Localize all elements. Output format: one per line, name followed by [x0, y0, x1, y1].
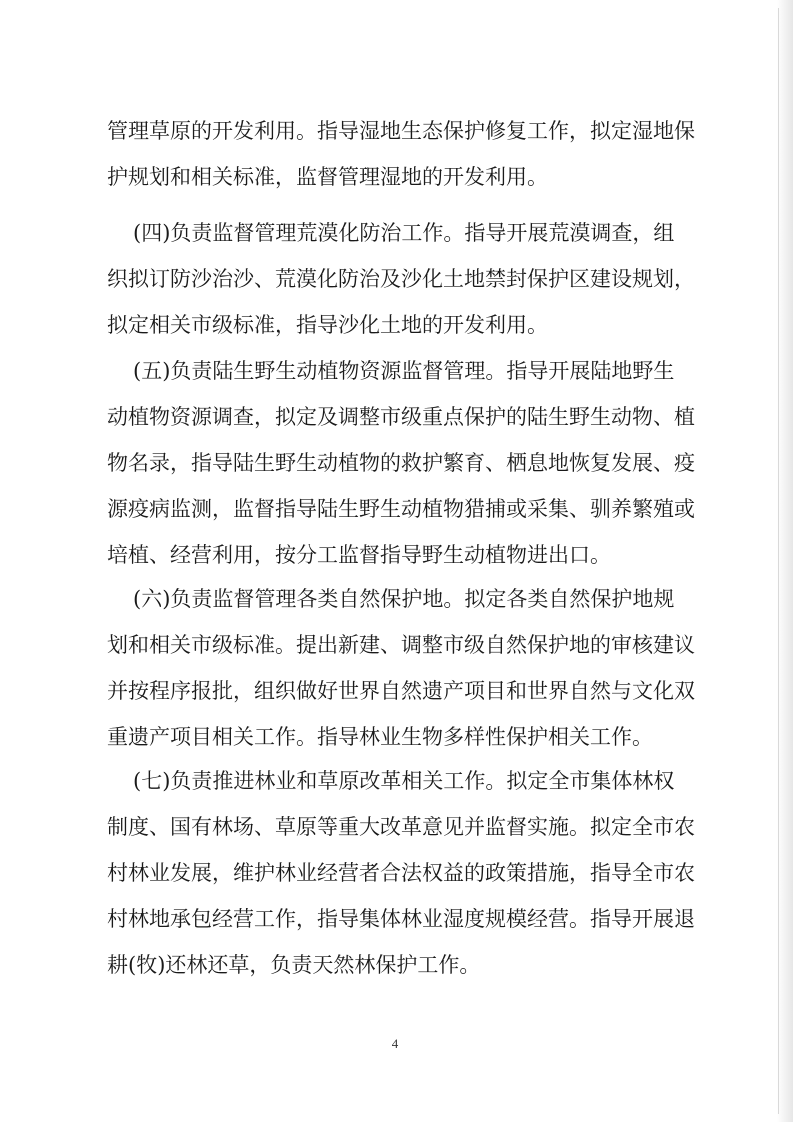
text-line: 制度、国有林场、草原等重大改革意见并监督实施。拟定全市农 [107, 815, 695, 839]
page-number: 4 [391, 1036, 399, 1051]
text-line: (六)负责监督管理各类自然保护地。拟定各类自然保护地规 [133, 587, 675, 611]
text-line: 划和相关市级标准。提出新建、调整市级自然保护地的审核建议 [107, 633, 695, 657]
text-line: 动植物资源调查，拟定及调整市级重点保护的陆生野生动物、植 [107, 405, 695, 429]
text-line: 织拟订防沙治沙、荒漠化防治及沙化土地禁封保护区建设规划， [107, 267, 695, 291]
text-line: 村林业发展，维护林业经营者合法权益的政策措施，指导全市农 [107, 861, 695, 885]
text-line: 管理草原的开发利用。指导湿地生态保护修复工作，拟定湿地保 [107, 119, 695, 143]
text-line: 村林地承包经营工作，指导集体林业湿度规模经营。指导开展退 [107, 907, 695, 931]
text-line: (七)负责推进林业和草原改革相关工作。拟定全市集体林权 [133, 769, 675, 793]
text-line: (四)负责监督管理荒漠化防治工作。指导开展荒漠调查，组 [133, 221, 675, 245]
text-line: 物名录，指导陆生野生动植物的救护繁育、栖息地恢复发展、疫 [107, 451, 695, 475]
scan-edge-shadow [777, 0, 793, 1122]
text-line: 并按程序报批，组织做好世界自然遗产项目和世界自然与文化双 [107, 679, 695, 703]
text-line: 拟定相关市级标准，指导沙化土地的开发利用。 [107, 313, 548, 337]
text-line: 重遗产项目相关工作。指导林业生物多样性保护相关工作。 [107, 725, 653, 749]
text-line: (五)负责陆生野生动植物资源监督管理。指导开展陆地野生 [133, 359, 675, 383]
text-line: 护规划和相关标准，监督管理湿地的开发利用。 [107, 165, 548, 189]
text-line: 耕(牧)还林还草，负责天然林保护工作。 [107, 953, 481, 977]
scan-edge-line [778, 8, 779, 1114]
text-line: 培植、经营利用，按分工监督指导野生动植物进出口。 [107, 543, 611, 567]
text-line: 源疫病监测，监督指导陆生野生动植物猎捕或采集、驯养繁殖或 [107, 497, 695, 521]
